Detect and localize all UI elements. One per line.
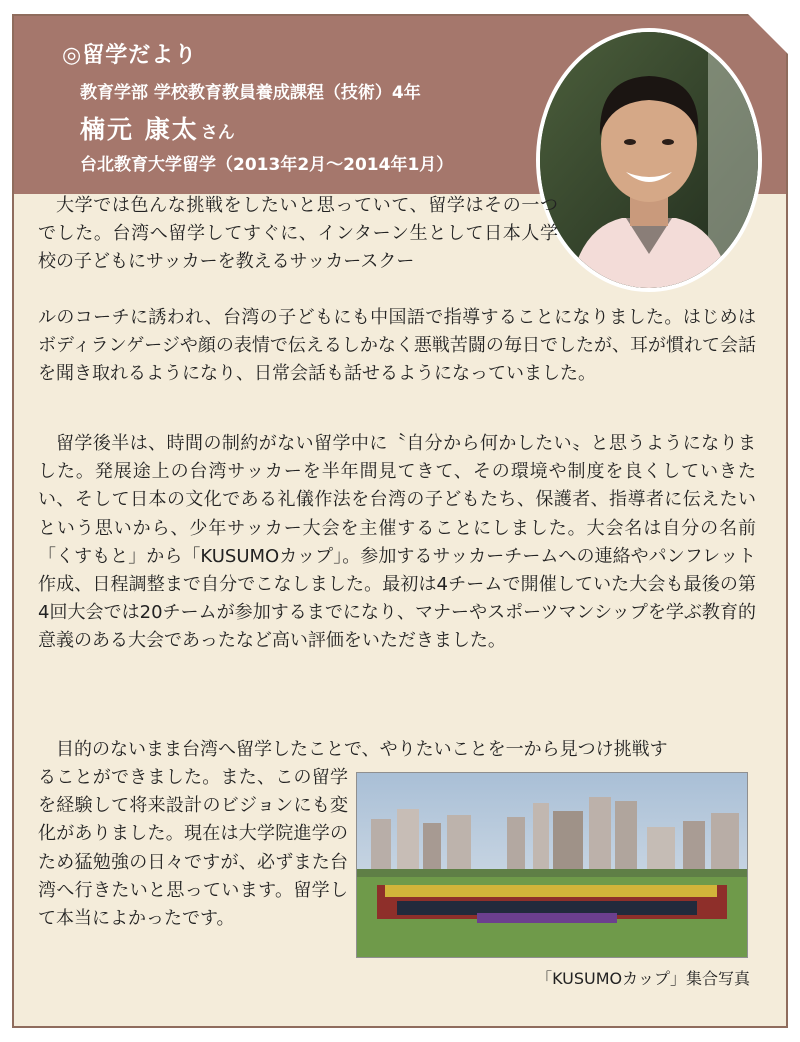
name-honorific: さん: [200, 123, 235, 143]
paragraph-text: ることができました。また、この留学を経験して将来設計のビジョンにも変化がありました。現在は大学院進学のため猛勉強の日々ですが、必ずまた台湾へ行きたいと思っています。留学して本当によかったです。: [38, 767, 348, 930]
student-name-line: [80, 110, 235, 146]
group-photo-illustration: [357, 773, 747, 957]
study-abroad-period: 台北教育大学留学（2013年2月～2014年1月）: [80, 155, 454, 175]
paragraph-3-part-1: [38, 736, 756, 764]
paragraph-text: ルのコーチに誘われ、台湾の子どもにも中国語で指導することになりました。はじめはボディランゲージや顔の表情で伝えるしかなく悪戦苦闘の毎日でしたが、耳が慣れて会話を聞き取れるようになり、日常会話も話せるようになっていました。: [38, 307, 756, 385]
paragraph-text: 目的のないまま台湾へ留学したことで、やりたいことを一から見つけ挑戦す: [56, 739, 668, 760]
paragraph-text: 留学後半は、時間の制約がない留学中に〝自分から何かしたい〟と思うようになりました。発展途上の台湾サッカーを半年間見てきて、その環境や制度を良くしていきたい、そして日本の文化である礼儀作法を台湾の子どもたち、保護者、指導者に伝えたいという思いから、少年サッカー大会を主催することにしました。大会名は自分の名前「くすもと」から「KUSUMOカップ」。参加するサッカーチームへの連絡やパンフレット作成、日程調整まで自分でこなしました。最初は4チームで開催していた大会も最後の第4回大会では20チームが参加するまでになり、マナーやスポーツマンシップを学ぶ教育的意義のある大会であったなど高い評価をいただきました。: [38, 433, 756, 652]
student-name: 楠元 康太: [80, 115, 199, 144]
paragraph-text: 大学では色んな挑戦をしたいと思っていて、留学はその一つでした。台湾へ留学してすぐに、インターン生として日本人学校の子どもにサッカーを教えるサッカースクー: [38, 195, 558, 273]
portrait-illustration: [540, 32, 758, 288]
portrait-photo: [536, 28, 762, 292]
folded-corner: [748, 14, 788, 54]
column-title: ◎留学だより: [62, 43, 198, 68]
paragraph-1-part-2: [38, 304, 756, 389]
group-photo: [356, 772, 748, 958]
student-affiliation: 教育学部 学校教育教員養成課程（技術）4年: [80, 83, 421, 103]
photo-caption: 「KUSUMOカップ」集合写真: [536, 969, 750, 988]
paragraph-1-part-1: [38, 192, 558, 277]
paragraph-2: [38, 430, 756, 656]
paragraph-3-part-2: [38, 764, 348, 933]
